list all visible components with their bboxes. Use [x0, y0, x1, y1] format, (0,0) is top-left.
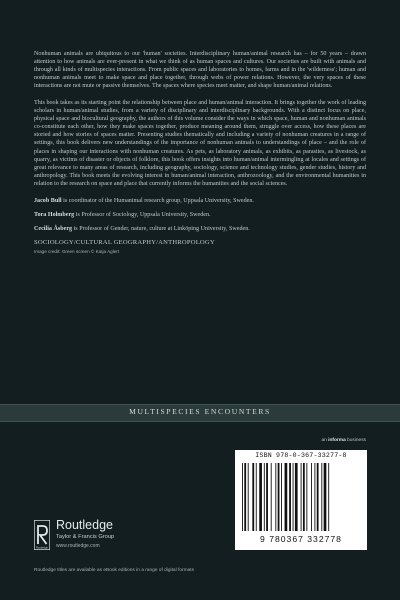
barcode-digits: 9 780367 332778	[260, 534, 342, 544]
isbn-barcode	[235, 450, 367, 550]
publisher-name: Routledge	[56, 518, 113, 532]
editor-bio	[34, 225, 366, 233]
cover-text-block	[34, 50, 366, 254]
subject-categories: SOCIOLOGY/CULTURAL GEOGRAPHY/ANTHROPOLOGY	[34, 238, 215, 246]
editor-role: is coordinator of the Humanimal research group, Uppsala University, Sweden.	[61, 197, 254, 204]
editor-name: Tora Holmberg	[34, 211, 75, 218]
editor-name: Jacob Bull	[34, 197, 62, 204]
svg-text:Routledge: Routledge	[36, 546, 48, 550]
isbn-label: ISBN 978-0-367-33277-8	[255, 452, 347, 459]
image-credit: Image credit: Green screen © Katja Aglert	[34, 248, 120, 254]
informa-business-tag: an informa business	[321, 438, 366, 443]
publisher-url: www.routledge.com	[56, 543, 100, 549]
editor-name: Cecilia Åsberg	[34, 225, 73, 232]
editor-role: is Professor of Sociology, Uppsala University, Sweden.	[74, 211, 211, 218]
blurb-paragraph-2: This book takes as its starting point the relationship between place and human/animal interaction. It brings together the work of leading scholars in human/animal studies, from a variety of disciplinary and interdisciplinary backgrounds. With a distinct focus on place, physical space and biocultural geography, the authors of this volume consider the ways in which space, human and nonhuman animals co-constitute each other, how they make spaces together, produce meaning around them, struggle over access, how these places are storied and how stories of spaces matter. Presenting studies thematically and including a variety of nonhuman creatures in a range of settings, this book delivers new understandings of the importance of nonhuman animals to understandings of place – and the role of places in shaping our interactions with nonhuman creatures. As pets, as laboratory animals, as exhibits, as parasites, as livestock, as quarry, as victims of disaster or objects of folklore, this book offers insights into human/animal intermingling at locales and settings of great relevance to many areas of research, including geography, sociology, science and technology studies, gender studies, history and anthropology. This book meets the evolving interest in human/animal interaction, anthrozoology, and the environmental humanities in relation to the research on space and place that currently informs the humanities and the social sciences.	[34, 100, 366, 187]
editor-bio	[34, 211, 366, 219]
blurb-paragraph-1: Nonhuman animals are ubiquitous to our 'human' societies. Interdisciplinary human/animal research has – for 50 years – drawn attention to how animals are ever-present in what we think of as human spaces and cultures. Our societies are built with animals and through all kinds of multispecies interactions. From public spaces and laboratories to homes, farms and in the 'wilderness'; human and nonhuman animals meet to make space and place together, through webs of power relations. However, the very spaces of these interactions are not mute or passive themselves. The spaces where species meet matter, and shape human/animal relations.	[34, 51, 366, 90]
publisher-group: Taylor & Francis Group	[56, 534, 115, 540]
ebook-note: Routledge titles are available as eBook editions in a range of digital formats	[34, 568, 194, 573]
routledge-r-icon	[34, 520, 50, 550]
barcode-bars	[241, 463, 361, 531]
series-title: MULTISPECIES ENCOUNTERS	[129, 407, 271, 416]
editor-role: is Professor of Gender, nature, culture at Linköping University, Sweden.	[72, 225, 250, 232]
publisher-logo	[34, 516, 184, 560]
editor-bio	[34, 197, 366, 205]
